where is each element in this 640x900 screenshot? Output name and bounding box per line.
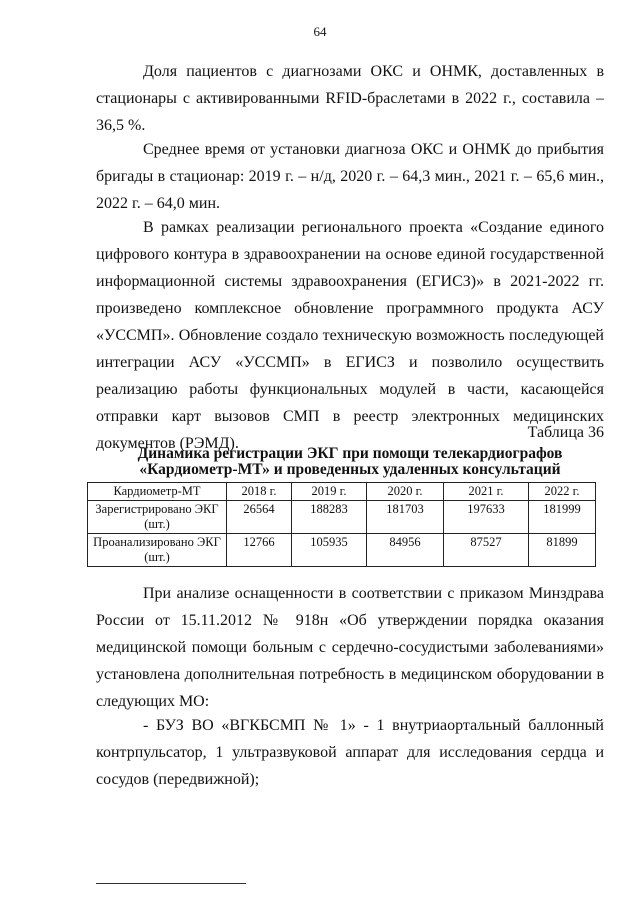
table-header-cell: 2020 г. bbox=[367, 483, 444, 501]
table-cell: 188283 bbox=[292, 501, 367, 534]
table-cell: 26564 bbox=[227, 501, 292, 534]
paragraph-average-time: Среднее время от установки диагноза ОКС и ОНМК до прибытия бригады в стационар: 2019 г. – н/д, 2020 г. – 64,3 мин., 2021 г. – 65,6 мин., 2022 г. – 64,0 мин. bbox=[96, 141, 604, 212]
table-number: Таблица 36 bbox=[527, 424, 604, 441]
table-row bbox=[88, 501, 596, 534]
table-cell: 105935 bbox=[292, 534, 367, 567]
table-title bbox=[96, 446, 604, 478]
table-cell: 87527 bbox=[444, 534, 529, 567]
table-header-cell: 2018 г. bbox=[227, 483, 292, 501]
table-header-cell: 2019 г. bbox=[292, 483, 367, 501]
table-title-line-1: Динамика регистрации ЭКГ при помощи телекардиографов bbox=[137, 445, 563, 462]
paragraph-regional-project: В рамках реализации регионального проекта «Создание единого цифрового контура в здравоохранении на основе единой государственной информационной системы здравоохранения (ЕГИСЗ)» в 2021-2022 гг. произведено комплексное обновление программного продукта АСУ «УССМП». Обновление создало техническую возможность последующей интеграции АСУ «УССМП» в ЕГИСЗ и позволило осуществить реализацию работы функциональных модулей в части, касающейся отправки карт вызовов СМП в реестр электронных медицинских документов (РЭМД). bbox=[96, 219, 604, 452]
table-cell: 181703 bbox=[367, 501, 444, 534]
paragraph-equipment-analysis: При анализе оснащенности в соответствии с приказом Минздрава России от 15.11.2012 № 918н «Об утверждении порядка оказания медицинской помощи больным с сердечно-сосудистыми заболеваниями» установлена дополнительная потребность в медицинском оборудовании в следующих МО: bbox=[96, 585, 604, 710]
table-header-cell: Кардиометр-МТ bbox=[88, 483, 227, 501]
paragraph-equipment-item: - БУЗ ВО «ВГКБСМП № 1» - 1 внутриаортальный баллонный контрпульсатор, 1 ультразвуковой аппарат для исследования сердца и сосудов (передвижной); bbox=[96, 717, 604, 788]
table-cell: 81899 bbox=[529, 534, 596, 567]
table-cell: 12766 bbox=[227, 534, 292, 567]
page-number: 64 bbox=[313, 24, 327, 39]
table-header-cell: 2022 г. bbox=[529, 483, 596, 501]
table-cell: 181999 bbox=[529, 501, 596, 534]
paragraph-rfid-share: Доля пациентов с диагнозами ОКС и ОНМК, доставленных в стационары с активированными RFID-браслетами в 2022 г., составила – 36,5 %. bbox=[96, 63, 604, 134]
table-cell: 84956 bbox=[367, 534, 444, 567]
table-header-row bbox=[88, 483, 596, 501]
table-row-label: Зарегистрировано ЭКГ (шт.) bbox=[88, 501, 227, 534]
ecg-table bbox=[87, 482, 596, 567]
table-row-label: Проанализировано ЭКГ (шт.) bbox=[88, 534, 227, 567]
table-cell: 197633 bbox=[444, 501, 529, 534]
table-row bbox=[88, 534, 596, 567]
table-header-cell: 2021 г. bbox=[444, 483, 529, 501]
table-title-line-2: «Кардиометр-МТ» и проведенных удаленных консультаций bbox=[139, 461, 561, 478]
footnote-separator bbox=[96, 883, 246, 884]
